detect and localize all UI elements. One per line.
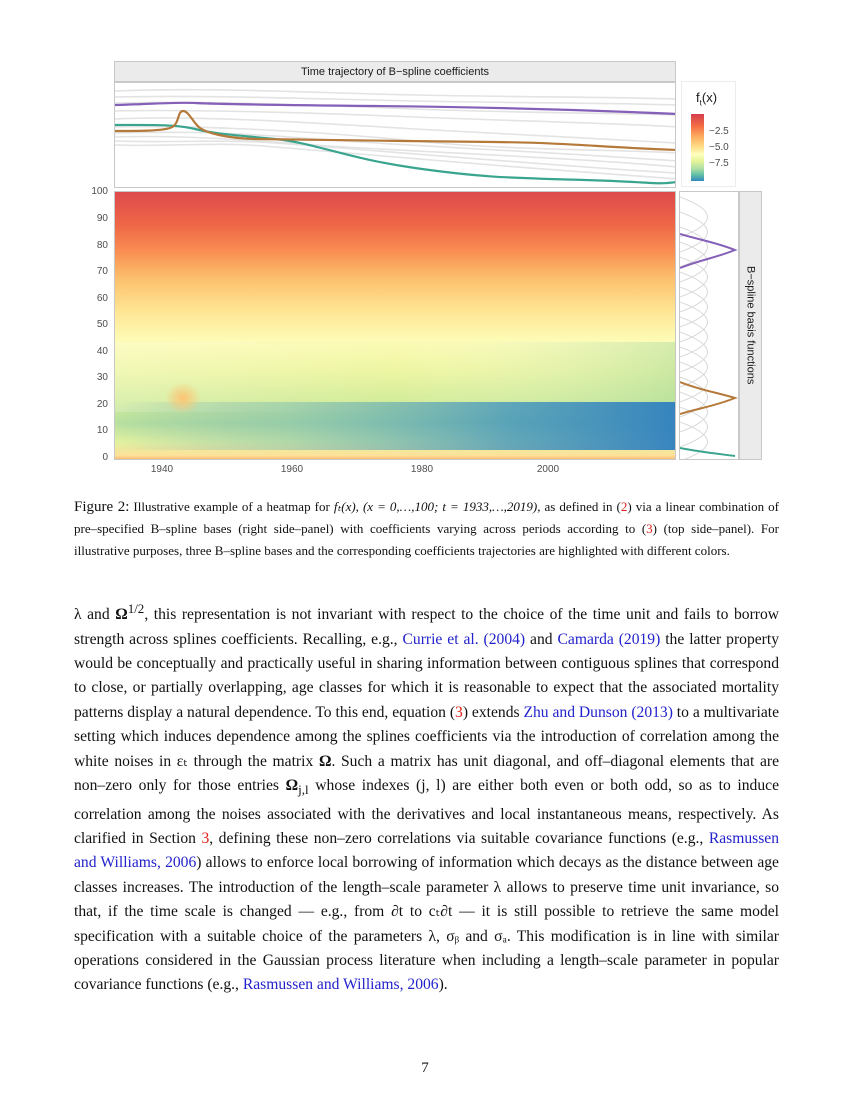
y-tick: 90 (96, 213, 108, 224)
caption-label: Figure 2: (74, 499, 130, 515)
y-tick: 100 (91, 186, 108, 197)
right-strip-label: B−spline basis functions (744, 266, 757, 385)
y-tick: 50 (96, 319, 108, 330)
body-text: whose indexes (j, l) are either both even or both odd, so as to induce correlation among the noises associated with the derivatives and local instantaneous means, respectively. As clarified in Section (74, 777, 779, 847)
colorbar-legend (681, 81, 736, 187)
x-tick: 1940 (150, 464, 174, 475)
citation-link[interactable]: Currie et al. (2004) (402, 630, 526, 648)
trajectory-lines (115, 83, 676, 188)
top-strip-label: Time trajectory of B−spline coefficients (301, 65, 489, 78)
x-tick: 1980 (410, 464, 434, 475)
basis-panel (679, 191, 739, 460)
right-strip-title (739, 191, 762, 460)
caption-text: ) via a linear combination of pre–specified B–spline bases (right side–panel) with coefficients varying across periods according to ( (74, 499, 779, 536)
body-text: . Such a matrix has unit diagonal, and off–diagonal elements that are non–zero only for those entries (74, 752, 780, 795)
trajectory-panel (114, 82, 676, 188)
omega-symbol: Ω (285, 777, 299, 795)
body-text: the latter property would be conceptually and practically useful in sharing information between contiguous splines that correspond to close, or partially overlapping, age classes for which it is reasonable to expect that the associated mortality patterns display a natural dependence. To this end, equation ( (74, 630, 779, 721)
body-text: ) allows to enforce local borrowing of information which decays as the distance between age classes increases. The introduction of the length–scale parameter λ allows to preserve time unit invariance, so that, if the time scale is changed — e.g., from ∂t to cₜ∂t — it is still possible to retrieve the same model specification with a suitable choice of the parameters λ, σᵦ and σₐ. This modification is in line with similar operations considered in the Gaussian process literature when including a length–scale parameter in popular covariance functions (e.g., (74, 854, 779, 994)
superscript: 1/2 (127, 601, 145, 616)
y-tick: 70 (96, 266, 108, 277)
omega-symbol: Ω (115, 606, 128, 624)
y-tick: 40 (96, 346, 108, 357)
equation-ref-link[interactable]: 3 (646, 521, 653, 536)
citation-link[interactable]: Zhu and Dunson (2013) (523, 703, 673, 721)
body-text: to a multivariate setting which induces dependence among the splines coefficients via the introduction of correlation among the white noises in εₜ through the matrix (74, 703, 780, 770)
subscript: j,l (298, 782, 309, 798)
y-tick: 80 (96, 240, 108, 251)
legend-label: −7.5 (709, 158, 729, 169)
top-strip-title (114, 61, 676, 82)
y-tick: 10 (96, 425, 108, 436)
body-text: and (525, 630, 558, 648)
page-number: 7 (421, 1060, 429, 1076)
body-text: , this representation is not invariant with respect to the choice of the time unit and fails to borrow strength across splines coefficients. Recalling, e.g., (74, 606, 780, 648)
heatmap-panel (114, 191, 676, 460)
body-text: ) extends (462, 703, 524, 721)
citation-link[interactable]: Rasmussen and Williams, 2006 (74, 829, 779, 872)
legend-title (696, 90, 717, 108)
equation-ref-link[interactable]: 3 (455, 703, 463, 721)
section-ref-link[interactable]: 3 (201, 829, 210, 847)
legend-title-tail: (x) (701, 90, 718, 105)
legend-label: −5.0 (709, 142, 729, 153)
y-tick: 30 (96, 372, 108, 383)
figure-caption (74, 496, 779, 562)
y-tick: 20 (96, 399, 108, 410)
y-tick: 60 (96, 293, 108, 304)
heatmap (115, 192, 676, 460)
y-tick: 0 (102, 452, 108, 463)
body-paragraph (74, 597, 779, 998)
body-text: , defining these non–zero correlations via suitable covariance functions (e.g., (209, 829, 709, 847)
legend-label: −2.5 (709, 126, 729, 137)
caption-text: , as defined in ( (537, 499, 621, 514)
legend-title-sub: t (699, 98, 702, 108)
caption-math: fₜ(x), (x = 0,…,100; t = 1933,…,2019) (333, 499, 538, 514)
colorbar (691, 114, 704, 181)
omega-symbol: Ω (318, 752, 332, 770)
citation-link[interactable]: Camarda (2019) (557, 630, 661, 648)
figure-2 (0, 0, 850, 480)
equation-ref-link[interactable]: 2 (620, 499, 628, 514)
body-text: ). (438, 976, 448, 994)
caption-text: Illustrative example of a heatmap for (133, 499, 334, 514)
basis-functions (680, 192, 739, 460)
x-tick: 1960 (280, 464, 304, 475)
x-tick: 2000 (536, 464, 560, 475)
body-text: λ and (74, 606, 116, 624)
citation-link[interactable]: Rasmussen and Williams, 2006 (242, 976, 439, 994)
legend-title-main: f (696, 90, 700, 105)
caption-text: ) (top side–panel). For illustrative purposes, three B–spline bases and the corresponding coefficients trajectories are highlighted with different colors. (74, 521, 779, 558)
